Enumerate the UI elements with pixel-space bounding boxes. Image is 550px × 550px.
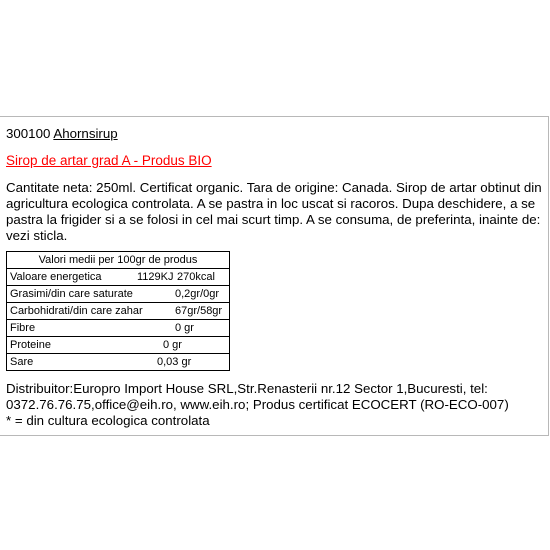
nutrition-row-energy [7, 269, 229, 285]
product-code-line [6, 126, 118, 141]
nutrition-label: Proteine [10, 339, 51, 351]
nutrition-row-fat [7, 285, 229, 302]
description-line: pastra la frigider si a se folosi in cel mai scurt timp. A se consuma, de preferinta, inainte de: [6, 212, 541, 227]
nutrition-row-carbs [7, 302, 229, 319]
product-code: 300100 [6, 126, 51, 141]
nutrition-row-fibre [7, 319, 229, 336]
nutrition-label: Valoare energetica [10, 271, 102, 283]
nutrition-label: Fibre [10, 322, 36, 334]
nutrition-value-kj: 1129KJ [137, 271, 174, 283]
product-sheet [0, 116, 549, 436]
distributor-info [6, 381, 542, 429]
description-line: vezi sticla. [6, 228, 68, 243]
footer-line: Distribuitor:Europro Import House SRL,Str.Renasterii nr.12 Sector 1,Bucuresti, tel: [6, 381, 488, 396]
nutrition-label: Sare [10, 356, 34, 368]
nutrition-value: 0 gr [175, 322, 194, 334]
product-name: Ahornsirup [53, 126, 118, 141]
description-line: agricultura ecologica controlata. A se pastra in loc uscat si racoros. Dupa deschidere, a se [6, 196, 536, 211]
product-description [6, 180, 542, 244]
nutrition-table [6, 251, 230, 371]
nutrition-label: Carbohidrati/din care zahar [10, 305, 143, 317]
nutrition-label: Grasimi/din care saturate [10, 288, 133, 300]
nutrition-value: 67gr/58gr [175, 305, 223, 317]
nutrition-row-protein [7, 336, 229, 353]
product-headline: Sirop de artar grad A - Produs BIO [6, 153, 212, 168]
nutrition-value: 0,03 gr [157, 356, 192, 368]
nutrition-value-kcal: 270kcal [177, 271, 215, 283]
nutrition-table-header: Valori medii per 100gr de produs [7, 252, 229, 269]
nutrition-value: 0 gr [163, 339, 182, 351]
description-line: Cantitate neta: 250ml. Certificat organic. Tara de origine: Canada. Sirop de artar obtinut din [6, 180, 542, 195]
footer-note: * = din cultura ecologica controlata [6, 413, 210, 428]
footer-line: 0372.76.76.75,office@eih.ro, www.eih.ro; Produs certificat ECOCERT (RO-ECO-007) [6, 397, 509, 412]
nutrition-value: 0,2gr/0gr [175, 288, 220, 300]
nutrition-row-salt [7, 353, 229, 370]
